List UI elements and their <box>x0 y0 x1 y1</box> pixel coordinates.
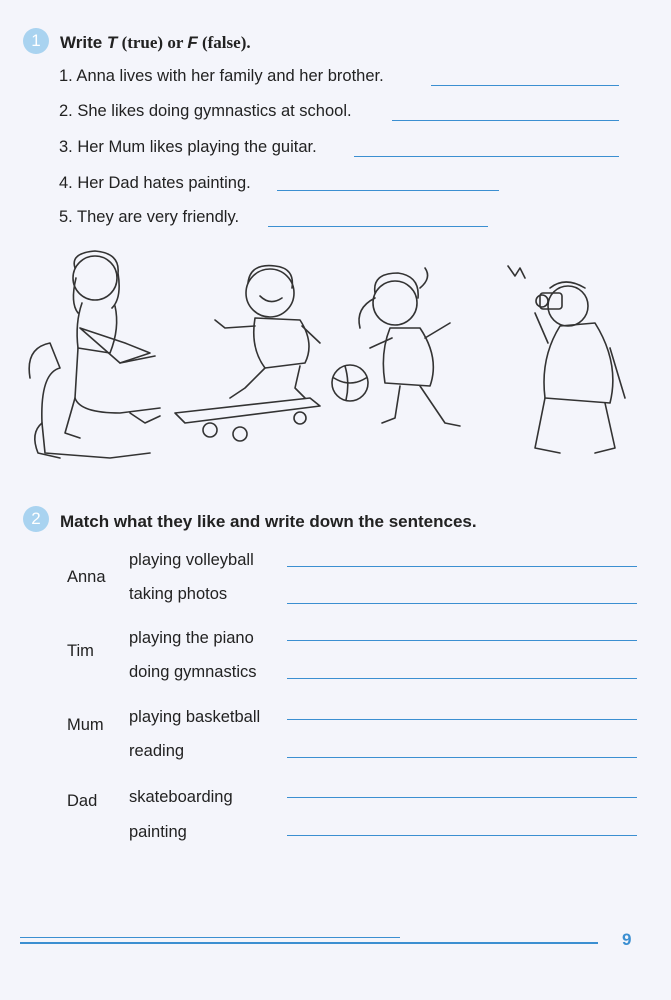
activity-1: playing volleyball <box>129 551 254 569</box>
person-mum: Mum <box>67 716 104 734</box>
match-line-4[interactable] <box>287 678 637 679</box>
footer-rule-thick <box>20 942 598 944</box>
activity-7: skateboarding <box>129 788 233 806</box>
exercise-1-title: Write T (true) or F (false). <box>60 33 251 52</box>
dad-camera-figure <box>508 266 625 453</box>
match-line-7[interactable] <box>287 797 637 798</box>
match-line-3[interactable] <box>287 640 637 641</box>
page-number: 9 <box>622 930 632 949</box>
statement-5: 5. They are very friendly. <box>59 208 240 226</box>
activity-8: painting <box>129 823 187 841</box>
activity-3: playing the piano <box>129 629 254 647</box>
statement-3: 3. Her Mum likes playing the guitar. <box>59 138 317 156</box>
person-dad: Dad <box>67 792 98 810</box>
exercise-2-number: 2 <box>23 506 49 532</box>
answer-line-4[interactable] <box>277 190 499 191</box>
person-anna: Anna <box>67 568 106 586</box>
person-tim: Tim <box>67 642 94 660</box>
match-line-2[interactable] <box>287 603 637 604</box>
match-line-6[interactable] <box>287 757 637 758</box>
activity-4: doing gymnastics <box>129 663 257 681</box>
exercise-1-number: 1 <box>23 28 49 54</box>
girl-ball-figure <box>332 268 460 426</box>
match-line-5[interactable] <box>287 719 637 720</box>
statement-2: 2. She likes doing gymnastics at school. <box>59 102 352 120</box>
exercise-2-title: Match what they like and write down the sentences. <box>60 512 477 531</box>
answer-line-3[interactable] <box>354 156 619 157</box>
children-illustration <box>20 248 640 478</box>
answer-line-1[interactable] <box>431 85 619 86</box>
activity-6: reading <box>129 742 185 760</box>
statement-4: 4. Her Dad hates painting. <box>59 174 251 192</box>
activity-2: taking photos <box>129 585 228 603</box>
girl-reading-figure <box>29 251 160 458</box>
answer-line-5[interactable] <box>268 226 488 227</box>
match-line-8[interactable] <box>287 835 637 836</box>
match-line-1[interactable] <box>287 566 637 567</box>
footer-rule-thin <box>20 937 400 938</box>
answer-line-2[interactable] <box>392 120 619 121</box>
boy-skateboard-figure <box>175 266 320 441</box>
activity-5: playing basketball <box>129 708 261 726</box>
statement-1: 1. Anna lives with her family and her brother. <box>59 67 384 85</box>
